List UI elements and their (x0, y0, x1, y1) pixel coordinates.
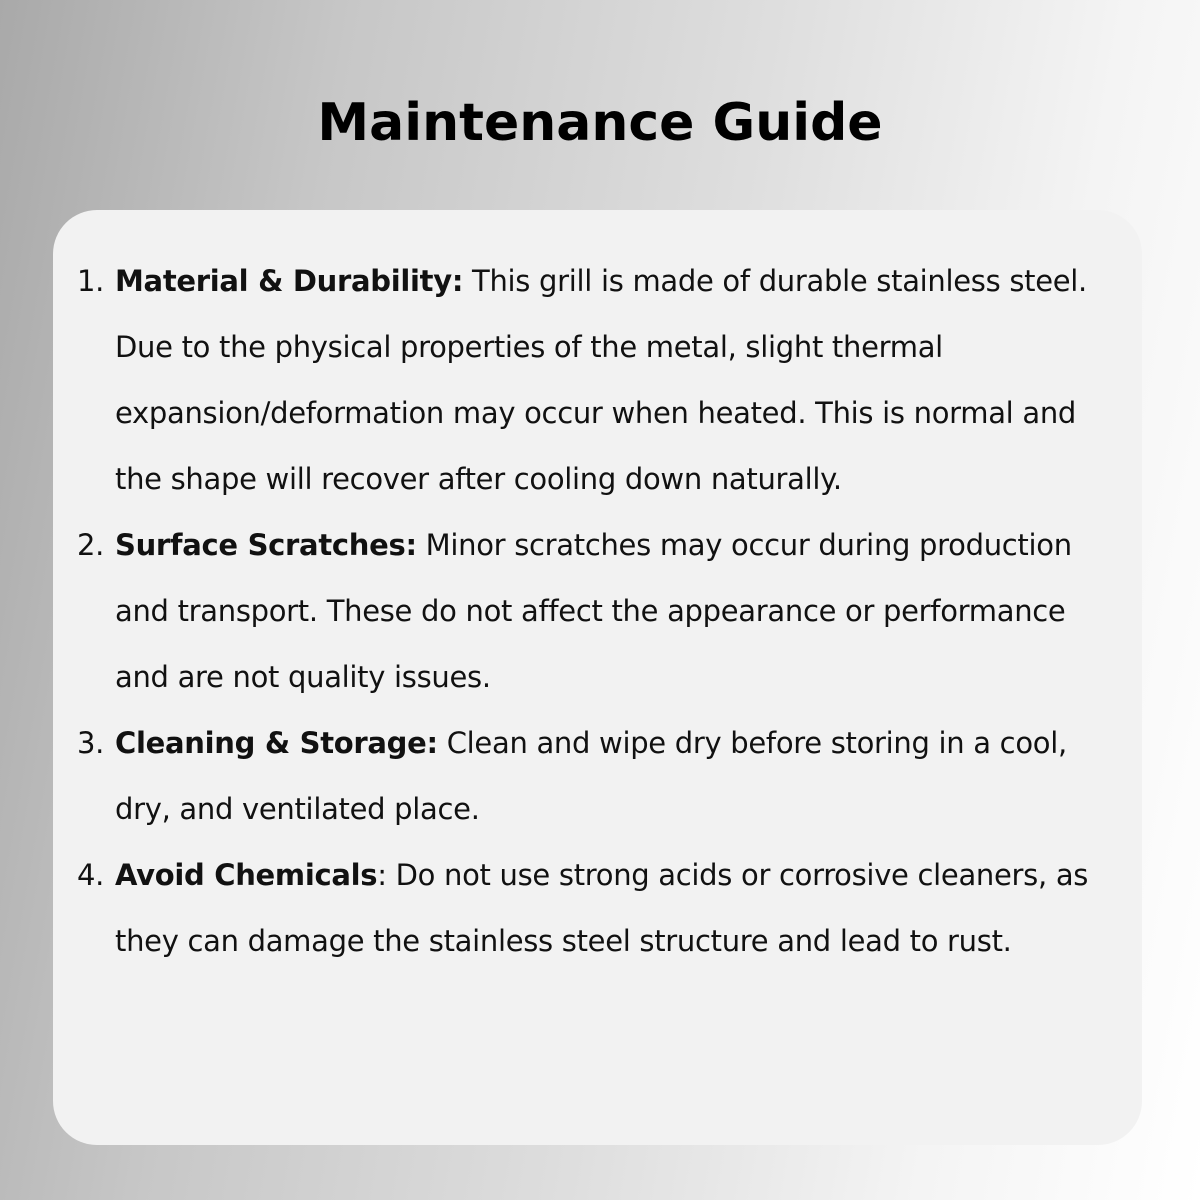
list-item-avoid-chemicals (77, 842, 1128, 974)
list-item-material-durability (77, 248, 1128, 512)
page-title: Maintenance Guide (317, 93, 883, 153)
item-heading: Avoid Chemicals (115, 858, 378, 892)
item-number: 1. (77, 264, 105, 298)
item-body (115, 512, 1128, 710)
item-body (115, 248, 1128, 512)
item-heading: Cleaning & Storage: (115, 726, 438, 760)
item-number: 3. (77, 726, 105, 760)
maintenance-list (77, 248, 1128, 974)
item-body (115, 710, 1128, 842)
item-body (115, 842, 1128, 974)
item-number: 2. (77, 528, 105, 562)
list-item-cleaning-storage (77, 710, 1128, 842)
item-heading: Material & Durability: (115, 264, 464, 298)
item-text: : Do not use strong acids or corrosive cleaners, as they can damage the stainless steel structure and lead to rust. (115, 858, 1089, 958)
item-text: This grill is made of durable stainless steel. Due to the physical properties of the metal, slight thermal expansion/deformation may occur when heated. This is normal and the shape will recover after cooling down naturally. (115, 264, 1087, 496)
item-number: 4. (77, 858, 105, 892)
item-heading: Surface Scratches: (115, 528, 417, 562)
list-item-surface-scratches (77, 512, 1128, 710)
maintenance-card (53, 210, 1142, 1145)
item-text: Clean and wipe dry before storing in a cool, dry, and ventilated place. (115, 726, 1067, 826)
item-text: Minor scratches may occur during production and transport. These do not affect the appearance or performance and are not quality issues. (115, 528, 1072, 694)
